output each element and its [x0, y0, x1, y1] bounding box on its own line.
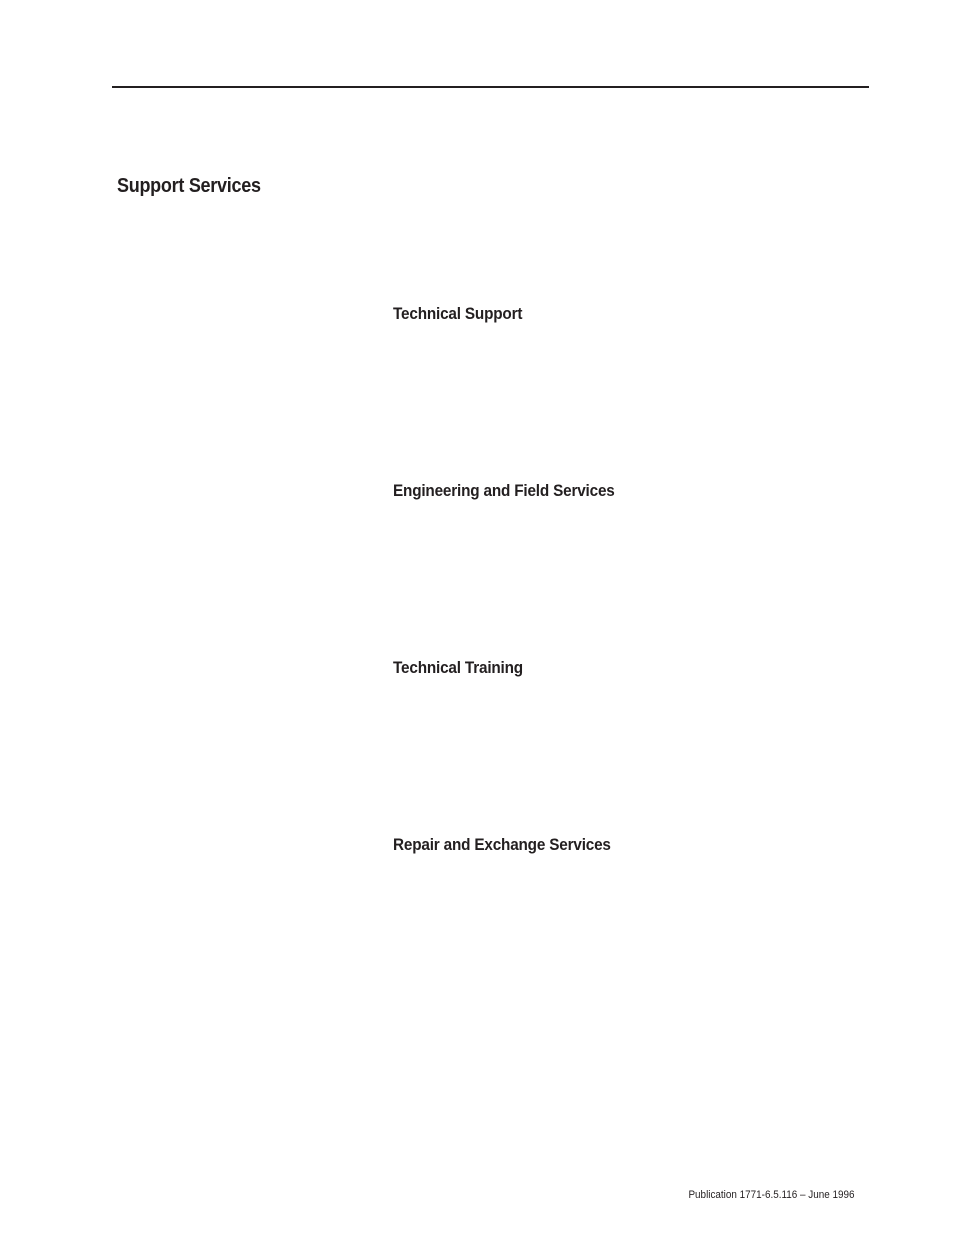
section-heading-engineering-field-services: Engineering and Field Services: [393, 481, 615, 500]
section-heading-technical-support: Technical Support: [393, 304, 523, 323]
page-title: Support Services: [117, 175, 261, 197]
header-rule: [112, 86, 869, 88]
publication-footer: Publication 1771-6.5.116 – June 1996: [687, 1189, 854, 1201]
section-heading-repair-exchange-services: Repair and Exchange Services: [393, 835, 611, 854]
section-heading-technical-training: Technical Training: [393, 658, 523, 677]
